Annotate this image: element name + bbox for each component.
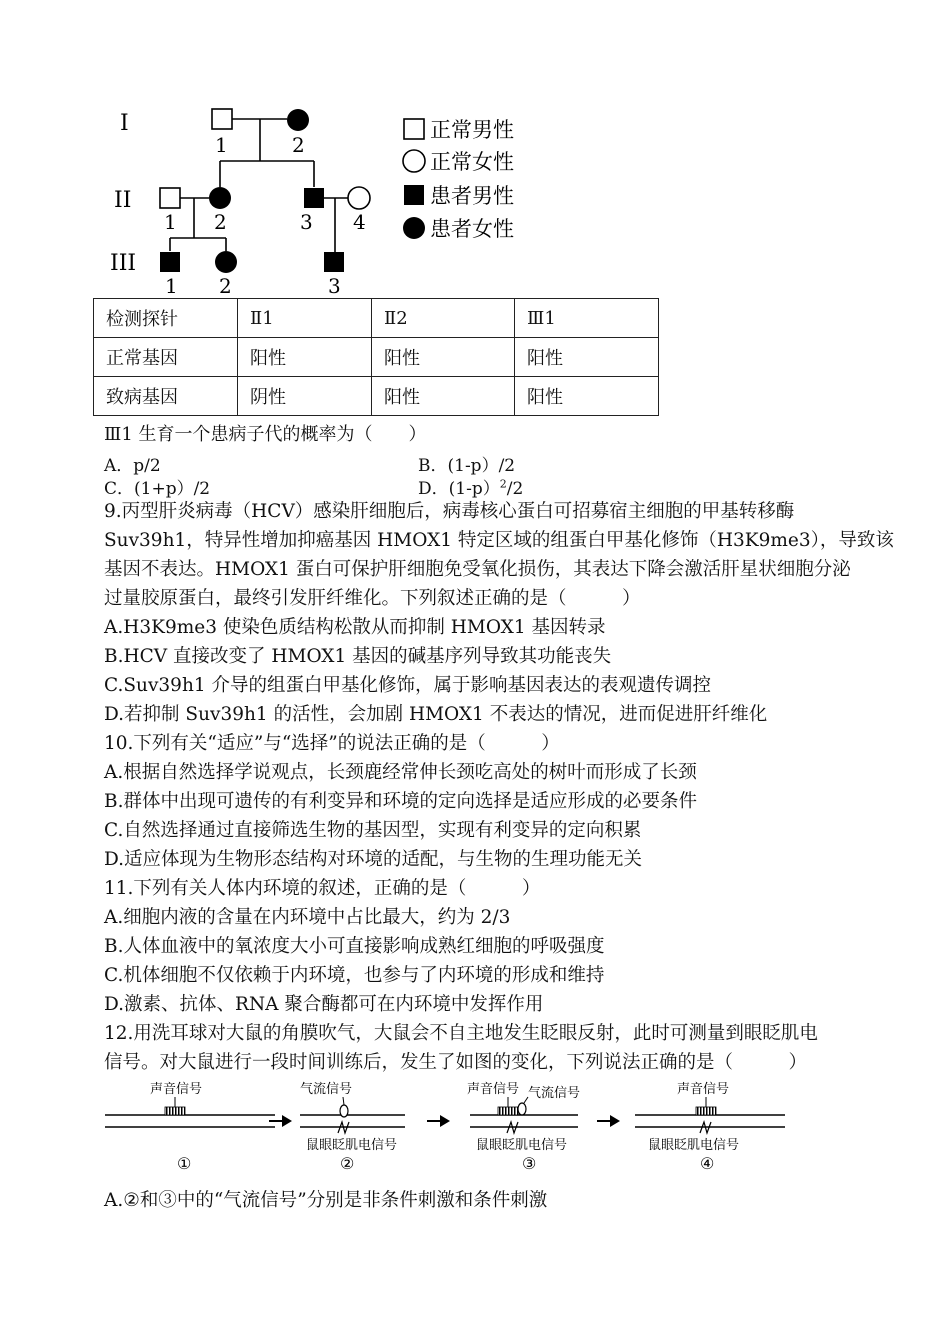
panel-number-4: ④ [700, 1154, 715, 1173]
gen2-male-affected [304, 188, 324, 208]
emg-signal-marker [338, 1122, 349, 1133]
q11-option-c: C.机体细胞不仅依赖于内环境，也参与了内环境的形成和维持 [104, 965, 605, 986]
panel-number-3: ③ [522, 1154, 537, 1173]
gen3-male-affected-1 [160, 252, 180, 272]
panel-2 [300, 1081, 405, 1173]
gen2-num-3: 3 [300, 210, 313, 234]
table-cell: 阳性 [238, 338, 372, 377]
panel-1 [105, 1081, 275, 1173]
table-cell: 阳性 [372, 377, 515, 416]
sound-signal-marker [165, 1107, 185, 1115]
legend-normal-male-icon [404, 119, 424, 139]
q10-option-b: B.群体中出现可遗传的有利变异和环境的定向选择是适应形成的必要条件 [104, 791, 697, 812]
table-row [94, 338, 659, 377]
gen3-num-3: 3 [328, 274, 341, 298]
q12-stem-line: 信号。对大鼠进行一段时间训练后，发生了如图的变化，下列说法正确的是（ ） [104, 1052, 808, 1073]
q8-option-c: C．(1+p）/2 [104, 479, 211, 499]
q9-stem-line: 基因不表达。HMOX1 蛋白可保护肝细胞免受氧化损伤，其表达下降会激活肝星状细胞分泌 [104, 559, 851, 580]
legend-affected-male: 患者男性 [430, 184, 514, 208]
gen1-female-affected [287, 109, 309, 131]
legend-normal-female: 正常女性 [430, 150, 514, 174]
table-header: 检测探针 [94, 299, 238, 338]
probe-table [93, 298, 659, 416]
air-signal-marker [340, 1105, 348, 1117]
gen3-num-2: 2 [219, 274, 232, 298]
q9-option-b: B.HCV 直接改变了 HMOX1 基因的碱基序列导致其功能丧失 [104, 646, 612, 667]
q11-option-d: D.激素、抗体、RNA 聚合酶都可在内环境中发挥作用 [104, 994, 544, 1015]
gen2-num-4: 4 [353, 210, 366, 234]
q9-stem-line: 过量胶原蛋白，最终引发肝纤维化。下列叙述正确的是（ ） [104, 588, 641, 609]
q10-option-c: C.自然选择通过直接筛选生物的基因型，实现有利变异的定向积累 [104, 820, 642, 841]
legend-normal-female-icon [403, 150, 425, 172]
gen1-num-1: 1 [215, 133, 228, 157]
gen3-female-affected [215, 251, 237, 273]
arrow-icon [269, 1115, 292, 1127]
q8-option-b: B．(1-p）/2 [418, 456, 516, 476]
q9-stem-line: Suv39h1，特异性增加抑癌基因 HMOX1 特定区域的组蛋白甲基化修饰（H3K9me3），导致该 [104, 530, 894, 551]
emg-signal-marker [700, 1122, 711, 1133]
table-row [94, 377, 659, 416]
sound-signal-marker [696, 1107, 716, 1115]
q9-option-c: C.Suv39h1 介导的组蛋白甲基化修饰，属于影响基因表达的表观遗传调控 [104, 675, 712, 696]
label-emg: 鼠眼眨肌电信号 [648, 1138, 740, 1153]
arrow-icon [597, 1115, 620, 1127]
q11-option-b: B.人体血液中的氧浓度大小可直接影响成熟红细胞的呼吸强度 [104, 936, 605, 957]
label-sound: 声音信号 [467, 1082, 520, 1097]
q8-option-a: A．p/2 [104, 456, 161, 476]
emg-signal-marker [507, 1122, 518, 1133]
gen1-male-normal [212, 109, 232, 129]
arrow-icon [427, 1115, 450, 1127]
label-emg: 鼠眼眨肌电信号 [306, 1138, 398, 1153]
q9-option-a: A.H3K9me3 使染色质结构松散从而抑制 HMOX1 基因转录 [104, 617, 606, 638]
conditioning-figure [100, 1075, 800, 1175]
table-header: Ⅱ1 [238, 299, 372, 338]
panel-number-1: ① [177, 1154, 192, 1173]
q11-option-a: A.细胞内液的含量在内环境中占比最大，约为 2/3 [104, 907, 511, 928]
pedigree-chart [100, 95, 540, 300]
sound-signal-marker [498, 1107, 518, 1115]
gen2-female-affected [209, 187, 231, 209]
panel-3 [467, 1081, 580, 1173]
label-air: 气流信号 [528, 1086, 581, 1101]
q12-option-a: A.②和③中的“气流信号”分别是非条件刺激和条件刺激 [104, 1190, 548, 1211]
q9-stem-line: 9.丙型肝炎病毒（HCV）感染肝细胞后，病毒核心蛋白可招募宿主细胞的甲基转移酶 [104, 501, 795, 522]
gen3-male-affected-3 [324, 252, 344, 272]
legend-affected-female-icon [403, 217, 425, 239]
label-air: 气流信号 [300, 1082, 353, 1097]
table-row [94, 299, 659, 338]
air-signal-marker [518, 1103, 526, 1115]
q10-stem: 10.下列有关“适应”与“选择”的说法正确的是（ ） [104, 733, 560, 754]
gen-label-2: II [114, 188, 132, 213]
table-header: Ⅱ2 [372, 299, 515, 338]
panel-4 [635, 1081, 785, 1173]
gen2-male-normal [160, 188, 180, 208]
table-header: Ⅲ1 [515, 299, 659, 338]
panel-number-2: ② [340, 1154, 355, 1173]
q10-option-d: D.适应体现为生物形态结构对环境的适配，与生物的生理功能无关 [104, 849, 643, 870]
gen1-num-2: 2 [292, 133, 305, 157]
legend-affected-female: 患者女性 [430, 217, 514, 241]
gen2-female-normal [348, 187, 370, 209]
gen2-num-1: 1 [164, 210, 177, 234]
legend-affected-male-icon [404, 185, 424, 205]
q11-stem: 11.下列有关人体内环境的叙述，正确的是（ ） [104, 878, 541, 899]
gen2-num-2: 2 [214, 210, 227, 234]
q12-stem-line: 12.用洗耳球对大鼠的角膜吹气，大鼠会不自主地发生眨眼反射，此时可测量到眼眨肌电 [104, 1023, 818, 1044]
table-cell: 阳性 [372, 338, 515, 377]
gen-label-3: III [110, 251, 137, 276]
table-cell: 致病基因 [94, 377, 238, 416]
table-cell: 正常基因 [94, 338, 238, 377]
legend-normal-male: 正常男性 [430, 118, 514, 142]
gen3-num-1: 1 [165, 274, 178, 298]
label-sound: 声音信号 [677, 1082, 730, 1097]
q8-option-d: D．(1-p）$^2$/2 [418, 477, 524, 499]
table-cell: 阴性 [238, 377, 372, 416]
q10-option-a: A.根据自然选择学说观点，长颈鹿经常伸长颈吃高处的树叶而形成了长颈 [104, 762, 697, 783]
table-cell: 阳性 [515, 377, 659, 416]
q9-option-d: D.若抑制 Suv39h1 的活性，会加剧 HMOX1 不表达的情况，进而促进肝纤维化 [104, 704, 768, 725]
label-emg: 鼠眼眨肌电信号 [476, 1138, 568, 1153]
q8-stem: Ⅲ1 生育一个患病子代的概率为（ ） [104, 424, 427, 445]
table-cell: 阳性 [515, 338, 659, 377]
label-sound: 声音信号 [150, 1082, 203, 1097]
gen-label-1: I [120, 111, 129, 136]
